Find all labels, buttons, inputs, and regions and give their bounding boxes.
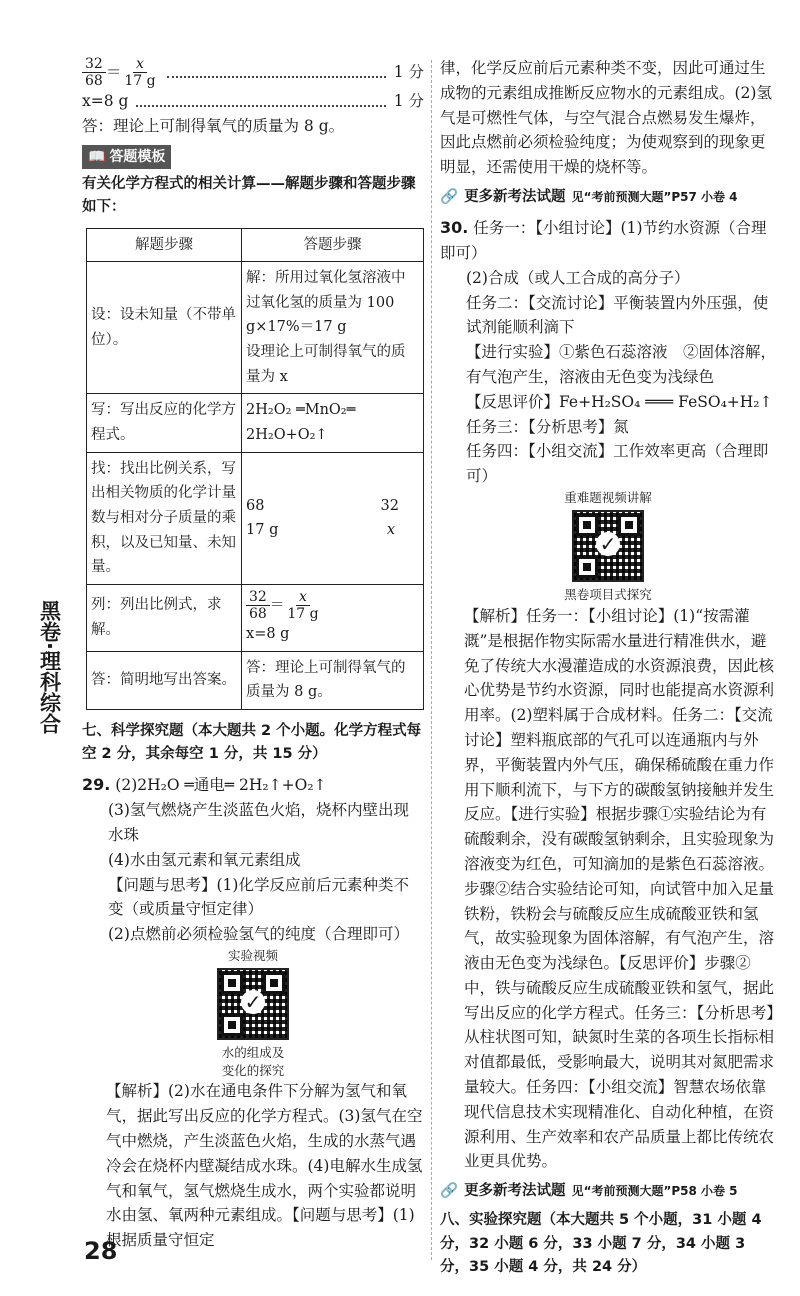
table-cell-answer: 答：理论上可制得氧气的质量为 8 g。 bbox=[242, 651, 424, 709]
mass-ratio-b: 32 bbox=[380, 497, 399, 514]
qr-caption-bottom: 黑卷项目式探究 bbox=[564, 587, 652, 603]
calc-result-row bbox=[82, 89, 424, 114]
table-header: 解题步骤 bbox=[87, 228, 242, 262]
table-cell-answer bbox=[242, 452, 424, 584]
qr-code-icon[interactable] bbox=[572, 510, 644, 582]
question-30 bbox=[440, 215, 776, 1174]
fraction-denominator: 68 bbox=[85, 73, 103, 90]
qr-finder bbox=[618, 514, 640, 536]
table-fraction-right bbox=[284, 589, 321, 622]
calc-fraction-left bbox=[82, 56, 106, 89]
fraction-denominator: 17 g bbox=[287, 605, 319, 622]
section-title: 七、科学探究题（本大题共 2 个小题。化学方程式每空 2 分，其余每空 1 分，共 15 分） bbox=[82, 722, 422, 763]
page-number: 28 bbox=[84, 1237, 118, 1265]
answer-line: (4)水由氢元素和氧元素组成 bbox=[108, 850, 301, 869]
answer-line: (2)2H₂O ═通电═ 2H₂↑+O₂↑ bbox=[115, 776, 327, 795]
table-cell-answer: 2H₂O₂ ═MnO₂═ 2H₂O+O₂↑ bbox=[242, 394, 424, 452]
more-questions-link[interactable] bbox=[440, 1180, 776, 1203]
table-cell-answer: 解：所用过氧化氢溶液中过氧化氢的质量为 100 g×17%＝17 g 设理论上可制得氧气的质量为 x bbox=[242, 262, 424, 394]
table-row bbox=[87, 651, 424, 709]
fraction-denominator: 68 bbox=[249, 605, 267, 622]
qr-caption-bottom: 水的组成及变化的探究 bbox=[221, 1045, 285, 1078]
table-row bbox=[87, 584, 424, 651]
table-cell-step: 答：简明地写出答案。 bbox=[87, 651, 242, 709]
template-label: 答题模板 bbox=[109, 148, 166, 165]
more-reference: 见“考前预测大题”P57 小卷 4 bbox=[571, 189, 738, 204]
question-number: 30. bbox=[440, 218, 469, 238]
template-intro: 有关化学方程式的相关计算——解题步骤和答题步骤如下： bbox=[82, 176, 416, 216]
qr-finder bbox=[221, 972, 243, 994]
qr-caption-top: 重难题视频讲解 bbox=[564, 489, 652, 505]
calc-fraction-right bbox=[121, 56, 158, 89]
analysis-text: 【解析】任务一：【小组讨论】(1)“按需灌溉”是根据作物实际需水量进行精准供水，避免了传统大水漫灌造成的水资源浪费，因此核心优势是节约水资源，同时也能提高水资源利用率。(2)塑料属于合成材料。任务二：【交流讨论】塑料瓶底部的气孔可以连通瓶内与外界，平衡装置内外气压，确保稀硫酸在重力作用下顺利流下，与下方的碳酸氢钠接触并发生反应。【进行实验】根据步骤①实验结论为有硫酸剩余，没有碳酸氢钠剩余，且实验现象为溶液变为红色，可知滴加的是紫色石蕊溶液。步骤②结合实验结论可知，向试管中加入足量铁粉，铁粉会与硫酸反应生成硫酸亚铁和氢气，故实验现象为固体溶解，有气泡产生，溶液由无色变为浅绿色。【反思评价】步骤②中，铁与硫酸反应生成硫酸亚铁和氢气，据此写出反应的化学方程式。任务三：【分析思考】从柱状图可知，缺氮时生菜的各项生长指标相对值都最低，受影响最大，说明其对氮肥需求量较大。任务四：【小组交流】智慧农场依靠现代信息技术实现精准化、自动化种植，在资源利用、生产效率和农产品质量上都比传统农业更具优势。 bbox=[464, 606, 775, 1171]
equals-sign: ＝ bbox=[105, 63, 122, 82]
qr-finder bbox=[263, 972, 285, 994]
fraction-denominator: 17 g bbox=[124, 73, 156, 90]
qr-block-video[interactable] bbox=[440, 489, 776, 604]
link-icon: 🔗 bbox=[440, 188, 459, 205]
more-label: 更多新考法试题 bbox=[464, 188, 566, 205]
right-column bbox=[440, 56, 776, 1279]
link-icon: 🔗 bbox=[440, 1183, 459, 1200]
answer-line: 任务二：【交流讨论】平衡装置内外压强，使试剂能顺利滴下 bbox=[466, 293, 769, 337]
table-cell-step: 写：写出反应的化学方程式。 bbox=[87, 394, 242, 452]
answer-line: (3)氢气燃烧产生淡蓝色火焰，烧杯内壁出现水珠 bbox=[108, 801, 409, 844]
answer-line: (2)合成（或人工合成的高分子） bbox=[466, 268, 690, 287]
more-reference: 见“考前预测大题”P58 小卷 5 bbox=[571, 1184, 738, 1199]
steps-table bbox=[86, 228, 424, 710]
qr-block-experiment[interactable] bbox=[82, 947, 424, 1080]
answer-line: (2)点燃前必须检验氢气的纯度（合理即可） bbox=[108, 925, 409, 944]
table-header: 答题步骤 bbox=[242, 228, 424, 262]
side-label bbox=[36, 600, 62, 739]
answer-line: 任务三：【分析思考】氮 bbox=[466, 417, 629, 436]
qr-finder bbox=[221, 1014, 243, 1036]
qr-caption-top: 实验视频 bbox=[227, 947, 278, 963]
answer-line: 任务四：【小组交流】工作效率更高（合理即可） bbox=[466, 442, 769, 486]
fraction-numerator: 32 bbox=[246, 589, 270, 606]
qr-finder bbox=[576, 556, 598, 578]
template-tag bbox=[82, 145, 171, 169]
table-cell-answer: $\frac{32}{68}$ ＝ $\frac{x}{17 g}$ x=8 g bbox=[242, 584, 424, 651]
analysis-text: 【解析】(2)水在通电条件下分解为氢气和氧气，据此写出反应的化学方程式。(3)氢气在空气中燃烧，产生淡蓝色火焰，生成的水蒸气遇冷会在烧杯内壁凝结成水珠。(4)电解水生成氢气和氧气，氢气燃烧生成水，两个实验都说明水由氢、氧两种元素组成。【问题与思考】(1)根据质量守恒定 bbox=[106, 1082, 423, 1250]
table-result: x=8 g bbox=[246, 626, 290, 643]
answer-line: 任务一：【小组讨论】(1)节约水资源（合理即可） bbox=[440, 219, 767, 262]
check-icon: ✓ bbox=[241, 990, 265, 1014]
table-cell-step: 设：设未知量（不带单位）。 bbox=[87, 262, 242, 394]
answer-line: 【反思评价】Fe+H₂SO₄ ═══ FeSO₄+H₂↑ bbox=[466, 392, 773, 411]
fraction-numerator: 32 bbox=[82, 56, 106, 73]
table-row bbox=[87, 452, 424, 584]
qr-code-icon[interactable] bbox=[217, 968, 289, 1040]
table-header-row bbox=[87, 228, 424, 262]
table-row bbox=[87, 394, 424, 452]
column-divider bbox=[431, 60, 432, 1260]
section-title: 八、实验探究题（本大题共 5 个小题，31 小题 4 分，32 小题 6 分，33 小题 7 分，34 小题 3 分，35 小题 4 分，共 24 分） bbox=[440, 1212, 762, 1275]
calc-result: x=8 g bbox=[82, 92, 129, 111]
dotted-leader bbox=[167, 68, 386, 78]
calc-proportion-row bbox=[82, 56, 424, 89]
book-icon: 📖 bbox=[88, 148, 106, 165]
answer-line: 【问题与思考】(1)化学反应前后元素种类不变（或质量守恒定律） bbox=[108, 875, 409, 919]
check-icon: ✓ bbox=[596, 532, 620, 556]
answer-line: 【进行实验】①紫色石蕊溶液 ②固体溶解，有气泡产生，溶液由无色变为浅绿色 bbox=[466, 343, 777, 386]
answer-line: 答：理论上可制得氧气的质量为 8 g。 bbox=[82, 116, 345, 135]
continued-analysis-text: 律，化学反应前后元素种类不变，因此可通过生成物的元素组成推断反应物水的元素组成。(2)氢气是可燃性气体，与空气混合点燃易发生爆炸，因此点燃前必须检验纯度；为使观察到的现象更明显，还需使用干燥的烧杯等。 bbox=[440, 59, 772, 177]
dotted-leader bbox=[136, 97, 385, 107]
left-column bbox=[82, 56, 424, 1253]
table-fraction-left bbox=[246, 589, 270, 622]
table-cell-step: 找：找出比例关系，写出相关物质的化学计量数与相对分子质量的乘积，以及已知量、未知量。 bbox=[87, 452, 242, 584]
mass-ratio-a: 68 bbox=[246, 497, 265, 514]
question-29 bbox=[82, 772, 424, 1253]
fraction-numerator: x bbox=[296, 589, 310, 606]
unknown-mass: x bbox=[386, 522, 395, 539]
table-cell-step: 列：列出比例式，求解。 bbox=[87, 584, 242, 651]
known-mass: 17 g bbox=[246, 522, 279, 539]
more-questions-link[interactable] bbox=[440, 186, 776, 209]
table-row bbox=[87, 262, 424, 394]
side-label-text: 黑卷·理科综合 bbox=[37, 600, 62, 734]
fraction-numerator: x bbox=[133, 56, 147, 73]
question-number: 29. bbox=[82, 775, 111, 795]
qr-finder bbox=[576, 514, 598, 536]
more-label: 更多新考法试题 bbox=[464, 1183, 566, 1200]
score-label: 1 分 bbox=[393, 92, 424, 111]
score-label: 1 分 bbox=[393, 63, 424, 82]
